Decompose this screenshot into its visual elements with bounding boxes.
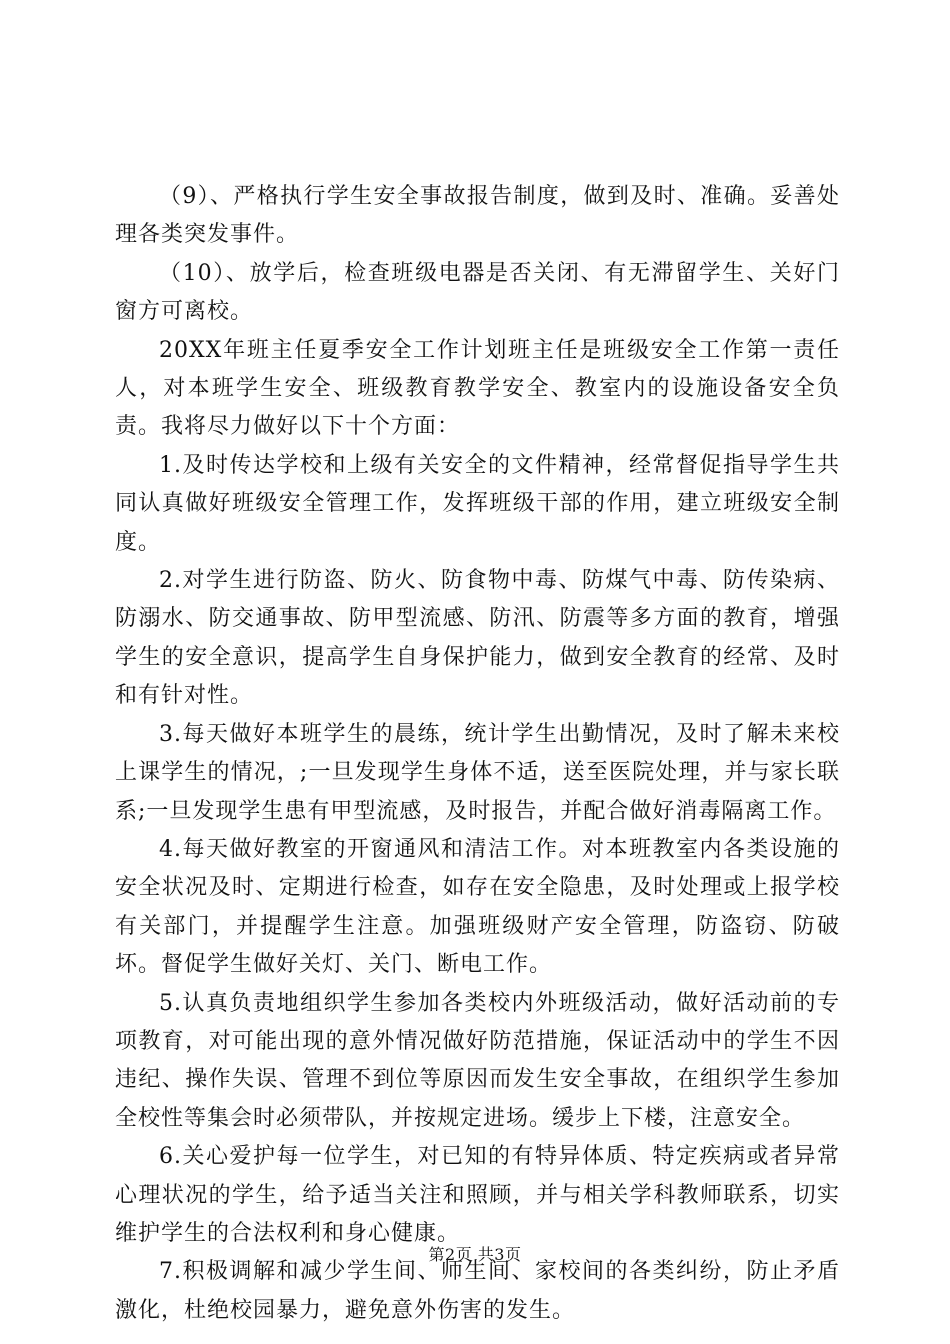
paragraph-point-2: 2.对学生进行防盗、防火、防食物中毒、防煤气中毒、防传染病、防溺水、防交通事故、防甲型流感、防汛、防震等多方面的教育，增强学生的安全意识，提高学生自身保护能力，做到安全教育的经常、及时和有针对性。 (115, 568, 840, 709)
paragraph-item-10: （10）、放学后，检查班级电器是否关闭、有无滞留学生、关好门窗方可离校。 (115, 260, 840, 325)
page-footer: 第2页 共3页 (428, 1245, 522, 1264)
paragraph-point-7: 7.积极调解和减少学生间、师生间、家校间的各类纠纷，防止矛盾激化，杜绝校园暴力，避免意外伤害的发生。 (115, 1259, 840, 1323)
document-body (115, 178, 840, 1330)
paragraph-item-9: （9）、严格执行学生安全事故报告制度，做到及时、准确。妥善处理各类突发事件。 (115, 184, 840, 248)
paragraph-point-4: 4.每天做好教室的开窗通风和清洁工作。对本班教室内各类设施的安全状况及时、定期进行检查，如存在安全隐患，及时处理或上报学校有关部门，并提醒学生注意。加强班级财产安全管理，防盗窃、防破坏。督促学生做好关灯、关门、断电工作。 (115, 836, 840, 978)
paragraph-plan-intro: 20XX年班主任夏季安全工作计划班主任是班级安全工作第一责任人，对本班学生安全、班级教育教学安全、教室内的设施设备安全负责。我将尽力做好以下十个方面： (115, 337, 840, 440)
paragraph-point-6: 6.关心爱护每一位学生，对已知的有特异体质、特定疾病或者异常心理状况的学生，给予适当关注和照顾，并与相关学科教师联系，切实维护学生的合法权利和身心健康。 (115, 1144, 840, 1246)
paragraph-point-5: 5.认真负责地组织学生参加各类校内外班级活动，做好活动前的专项教育，对可能出现的意外情况做好防范措施，保证活动中的学生不因违纪、操作失误、管理不到位等原因而发生安全事故，在组织学生参加全校性等集会时必须带队，并按规定进场。缓步上下楼，注意安全。 (115, 990, 840, 1131)
paragraph-point-1: 1.及时传达学校和上级有关安全的文件精神，经常督促指导学生共同认真做好班级安全管理工作，发挥班级干部的作用，建立班级安全制度。 (115, 452, 840, 555)
paragraph-point-3: 3.每天做好本班学生的晨练，统计学生出勤情况，及时了解未来校上课学生的情况，;一旦发现学生身体不适，送至医院处理，并与家长联系;一旦发现学生患有甲型流感，及时报告，并配合做好消毒隔离工作。 (115, 721, 840, 824)
